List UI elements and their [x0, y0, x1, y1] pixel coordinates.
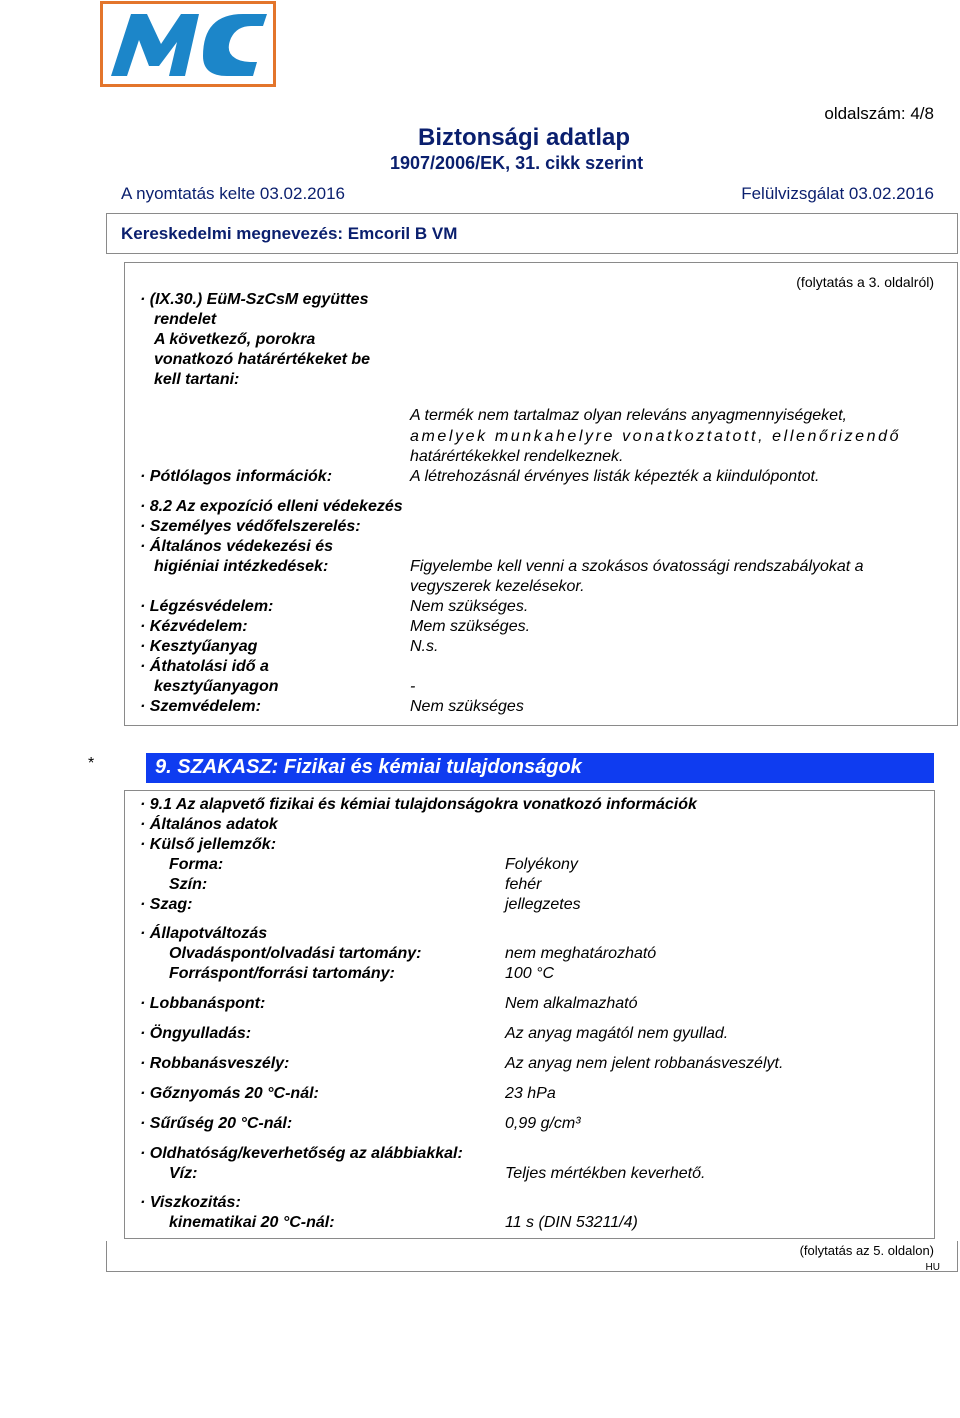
flash-value: Nem alkalmazható: [505, 995, 638, 1012]
explosion-label: · Robbanásveszély:: [140, 1055, 290, 1072]
language-code: HU: [925, 1262, 940, 1273]
odor-label: · Szag:: [140, 896, 193, 913]
trade-name: Kereskedelmi megnevezés: Emcoril B VM: [121, 224, 458, 243]
boiling-value: 100 °C: [505, 965, 555, 982]
continued-to: (folytatás az 5. oldalon): [799, 1243, 934, 1258]
boiling-label: Forráspont/forrási tartomány:: [169, 965, 395, 982]
kinematic-value: 11 s (DIN 53211/4): [505, 1214, 638, 1231]
color-label: Szín:: [169, 876, 208, 893]
eye-value: Nem szükséges: [410, 698, 524, 715]
water-value: Teljes mértékben keverhető.: [505, 1165, 706, 1182]
hygiene-label-2: higiéniai intézkedések:: [154, 558, 329, 575]
density-value: 0,99 g/cm³: [505, 1115, 581, 1132]
odor-value: jellegzetes: [505, 896, 581, 913]
penetration-label-2: kesztyűanyagon: [154, 678, 279, 695]
hygiene-label-1: · Általános védekezési és: [140, 538, 333, 555]
solubility-label: · Oldhatóság/keverhetőség az alábbiakkal:: [140, 1145, 463, 1162]
extra-info-value: A létrehozásnál érvényes listák képezték a kiindulópontot.: [410, 468, 820, 485]
print-date: A nyomtatás kelte 03.02.2016: [121, 184, 345, 203]
continued-from: (folytatás a 3. oldalról): [796, 274, 934, 290]
regulation-value-3: határértékekkel rendelkeznek.: [410, 448, 624, 465]
ppe-label: · Személyes védőfelszerelés:: [140, 518, 361, 535]
hygiene-value-1: Figyelembe kell venni a szokásos óvatossági rendszabályokat a: [410, 558, 864, 575]
section9-heading: · 9.1 Az alapvető fizikai és kémiai tulajdonságokra vonatkozó információk: [140, 796, 697, 813]
extra-info-label: · Pótlólagos információk:: [140, 468, 333, 485]
change-marker: *: [88, 755, 95, 772]
vapor-value: 23 hPa: [505, 1085, 556, 1102]
state-change-label: · Állapotváltozás: [140, 925, 268, 942]
viscosity-label: · Viszkozitás:: [140, 1194, 241, 1211]
appearance-label: · Külső jellemzők:: [140, 836, 277, 853]
company-logo: [100, 1, 276, 87]
document-subtitle: 1907/2006/EK, 31. cikk szerint: [390, 153, 644, 173]
eye-label: · Szemvédelem:: [140, 698, 261, 715]
color-value: fehér: [505, 876, 542, 893]
density-label: · Sűrűség 20 °C-nál:: [140, 1115, 293, 1132]
flash-label: · Lobbanáspont:: [140, 995, 266, 1012]
page-number: oldalszám: 4/8: [824, 104, 934, 123]
mc-logo-icon: [103, 4, 273, 84]
section9-title: 9. SZAKASZ: Fizikai és kémiai tulajdonságok: [155, 756, 582, 778]
hand-label: · Kézvédelem:: [140, 618, 248, 635]
respiratory-label: · Légzésvédelem:: [140, 598, 274, 615]
melting-value: nem meghatározható: [505, 945, 657, 962]
form-value: Folyékony: [505, 856, 578, 873]
form-label: Forma:: [169, 856, 224, 873]
ignition-value: Az anyag magától nem gyullad.: [505, 1025, 729, 1042]
exposure-heading: · 8.2 Az expozíció elleni védekezés: [140, 498, 403, 515]
glove-material-label: · Kesztyűanyag: [140, 638, 258, 655]
regulation-value-1: A termék nem tartalmaz olyan releváns anyagmennyiségeket,: [410, 407, 847, 424]
respiratory-value: Nem szükséges.: [410, 598, 529, 615]
general-data: · Általános adatok: [140, 816, 278, 833]
water-label: Víz:: [169, 1165, 198, 1182]
regulation-label: · (IX.30.) EüM-SzCsM együttes rendelet A következő, porokra vonatkozó határértékeket be kell tartani:: [140, 291, 371, 388]
ignition-label: · Öngyulladás:: [140, 1025, 252, 1042]
vapor-label: · Gőznyomás 20 °C-nál:: [140, 1085, 319, 1102]
kinematic-label: kinematikai 20 °C-nál:: [169, 1214, 335, 1231]
document-title: Biztonsági adatlap: [418, 124, 631, 151]
revision-date: Felülvizsgálat 03.02.2016: [741, 184, 934, 203]
hygiene-value-2: vegyszerek kezelésekor.: [410, 578, 585, 595]
penetration-label-1: · Áthatolási idő a: [140, 658, 269, 675]
explosion-value: Az anyag nem jelent robbanásveszélyt.: [505, 1055, 784, 1072]
regulation-value-2: amelyek munkahelyre vonatkoztatott, ellenőrizendő: [410, 428, 902, 445]
glove-material-value: N.s.: [410, 638, 439, 655]
penetration-value: -: [410, 678, 416, 695]
hand-value: Mem szükséges.: [410, 618, 531, 635]
melting-label: Olvadáspont/olvadási tartomány:: [169, 945, 422, 962]
